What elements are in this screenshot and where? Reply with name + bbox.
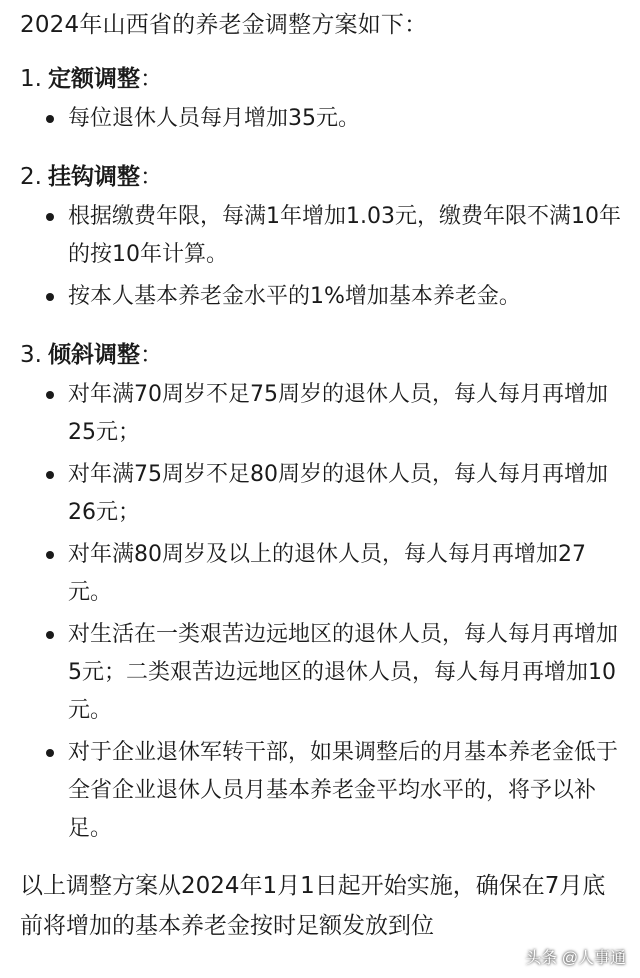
bullet-icon bbox=[46, 115, 54, 123]
bullet-list bbox=[20, 376, 625, 848]
list-item-text: 对年满70周岁不足75周岁的退休人员，每人每月再增加25元； bbox=[68, 382, 608, 445]
list-item bbox=[20, 376, 625, 452]
list-item bbox=[20, 198, 625, 274]
bullet-icon bbox=[46, 391, 54, 399]
bullet-icon bbox=[46, 471, 54, 479]
bullet-list bbox=[20, 100, 625, 138]
section-colon: ： bbox=[139, 164, 163, 190]
section-number: 2. bbox=[20, 164, 42, 190]
section-heading bbox=[20, 64, 625, 94]
list-item-text: 对年满75周岁不足80周岁的退休人员，每人每月再增加26元； bbox=[68, 462, 608, 525]
list-item bbox=[20, 456, 625, 532]
section-heading bbox=[20, 162, 625, 192]
section-heading bbox=[20, 340, 625, 370]
section-colon: ： bbox=[139, 342, 163, 368]
list-item-text: 根据缴费年限，每满1年增加1.03元，缴费年限不满10年的按10年计算。 bbox=[68, 204, 621, 267]
list-item bbox=[20, 734, 625, 848]
watermark: 头条 @人事通 bbox=[525, 950, 626, 967]
list-item-text: 对生活在一类艰苦边远地区的退休人员，每人每月再增加5元；二类艰苦边远地区的退休人员，每人每月再增加10元。 bbox=[68, 622, 619, 723]
section-number: 3. bbox=[20, 342, 42, 368]
list-item bbox=[20, 100, 625, 138]
section-tilted-adjustment bbox=[20, 340, 625, 848]
list-item bbox=[20, 278, 625, 316]
list-item-text: 对于企业退休军转干部，如果调整后的月基本养老金低于全省企业退休人员月基本养老金平均水平的，将予以补足。 bbox=[68, 740, 619, 841]
section-title: 定额调整 bbox=[47, 66, 140, 92]
list-item bbox=[20, 616, 625, 730]
section-linked-adjustment bbox=[20, 162, 625, 316]
list-item-text: 对年满80周岁及以上的退休人员，每人每月再增加27元。 bbox=[68, 542, 586, 605]
list-item-text: 按本人基本养老金水平的1%增加基本养老金。 bbox=[68, 284, 521, 309]
bullet-icon bbox=[46, 293, 54, 301]
section-title: 倾斜调整 bbox=[47, 342, 140, 368]
document-body bbox=[20, 10, 625, 946]
section-fixed-adjustment bbox=[20, 64, 625, 138]
section-colon: ： bbox=[139, 66, 163, 92]
section-title: 挂钩调整 bbox=[47, 164, 140, 190]
bullet-list bbox=[20, 198, 625, 316]
bullet-icon bbox=[46, 631, 54, 639]
section-number: 1. bbox=[20, 66, 42, 92]
bullet-icon bbox=[46, 749, 54, 757]
intro-paragraph: 2024年山西省的养老金调整方案如下： bbox=[20, 12, 428, 38]
list-item-text: 每位退休人员每月增加35元。 bbox=[68, 106, 360, 131]
bullet-icon bbox=[46, 213, 54, 221]
closing-paragraph: 以上调整方案从2024年1月1日起开始实施，确保在7月底前将增加的基本养老金按时足额发放到位 bbox=[20, 873, 606, 939]
bullet-icon bbox=[46, 551, 54, 559]
list-item bbox=[20, 536, 625, 612]
